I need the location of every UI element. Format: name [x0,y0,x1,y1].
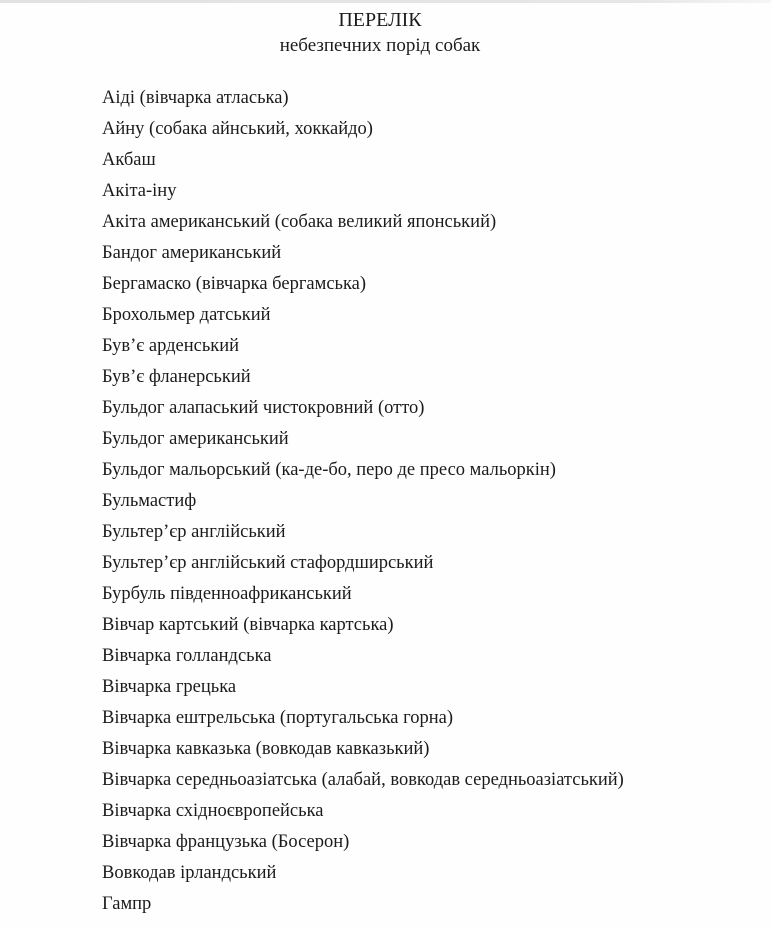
list-item: Бульмастиф [102,491,197,511]
list-item: Бультер’єр англійський [102,522,286,542]
list-item: Бультер’єр англійський стафордширський [102,553,434,573]
list-item: Бульдог алапаський чистокровний (отто) [102,398,425,418]
list-item: Гампр [102,894,152,914]
list-item: Бурбуль південноафриканський [102,584,352,604]
list-item: Бульдог мальорський (ка-де-бо, перо де пресо мальоркін) [102,460,556,480]
list-item: Бульдог американський [102,429,289,449]
breed-list [102,83,761,920]
page-top-edge [0,0,771,3]
list-item: Вівчар картський (вівчарка картська) [102,615,394,635]
list-item: Бандог американський [102,243,282,263]
list-item: Акбаш [102,150,156,170]
document-subtitle: небезпечних порід собак [279,35,481,56]
list-item: Вовкодав ірландський [102,863,277,883]
list-item: Вівчарка східноєвропейська [102,801,324,821]
list-item: Вівчарка голландська [102,646,272,666]
list-item: Брохольмер датський [102,305,271,325]
list-item: Аіді (вівчарка атласька) [102,88,289,108]
list-item: Вівчарка кавказька (вовкодав кавказький) [102,739,430,759]
document-header [0,0,771,58]
list-item: Був’є фланерський [102,367,251,387]
list-item: Вівчарка ештрельська (португальська горна) [102,708,454,728]
list-item: Айну (собака айнський, хоккайдо) [102,119,373,139]
list-item: Бергамаско (вівчарка бергамська) [102,274,367,294]
list-item: Вівчарка французька (Босерон) [102,832,350,852]
list-item: Акіта американський (собака великий японський) [102,212,497,232]
document-title: ПЕРЕЛІК [338,9,422,31]
list-item: Вівчарка середньоазіатська (алабай, вовкодав середньоазіатський) [102,770,624,790]
list-item: Був’є арденський [102,336,240,356]
list-item: Вівчарка грецька [102,677,237,697]
list-item: Акіта-іну [102,181,177,201]
